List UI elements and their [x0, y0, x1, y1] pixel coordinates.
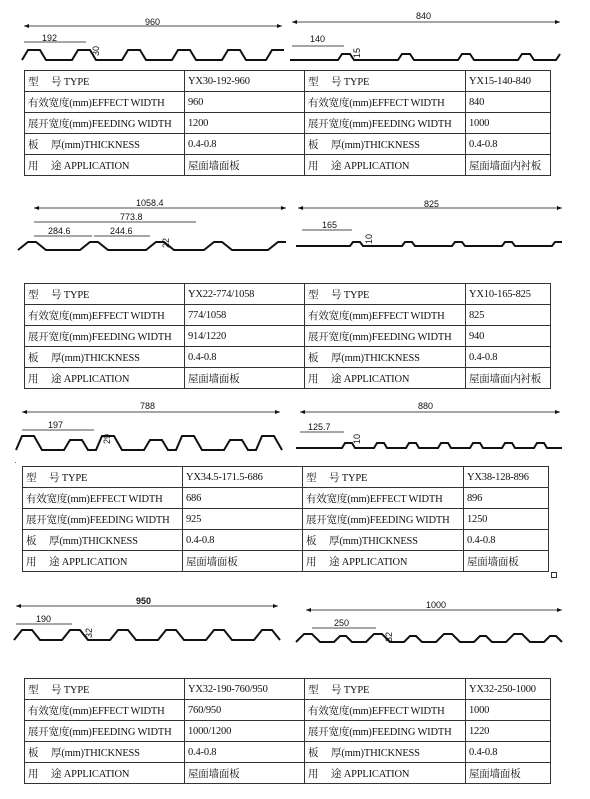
label-thickness: 板 厚(mm)THICKNESS	[305, 347, 466, 368]
label-type: 型 号 TYPE	[305, 284, 466, 305]
value-application: 屋面墙面内衬板	[466, 155, 551, 176]
value-feeding-width: 1220	[466, 721, 551, 742]
profile-shape	[296, 242, 562, 246]
profile-yx22-774-1058	[14, 198, 294, 258]
label-type: 型 号 TYPE	[25, 679, 185, 700]
value-thickness: 0.4-0.8	[464, 530, 549, 551]
stray-box	[551, 572, 557, 578]
value-thickness: 0.4-0.8	[185, 742, 305, 763]
label-feeding-width: 展开宽度(mm)FEEDING WIDTH	[305, 721, 466, 742]
dim-height: 15	[352, 47, 362, 58]
value-type: YX22-774/1058	[185, 284, 305, 305]
label-thickness: 板 厚(mm)THICKNESS	[25, 134, 185, 155]
value-feeding-width: 1250	[464, 509, 549, 530]
value-effect-width: 840	[466, 92, 551, 113]
label-effect-width: 有效宽度(mm)EFFECT WIDTH	[305, 305, 466, 326]
dim-height: 29	[102, 433, 112, 444]
label-effect-width: 有效宽度(mm)EFFECT WIDTH	[305, 92, 466, 113]
value-application: 屋面墙面板	[464, 551, 549, 572]
label-thickness: 板 厚(mm)THICKNESS	[25, 347, 185, 368]
value-feeding-width: 940	[466, 326, 551, 347]
value-thickness: 0.4-0.8	[185, 347, 305, 368]
label-type: 型 号 TYPE	[25, 71, 185, 92]
dim-pitch: 190	[36, 614, 52, 624]
dim-height: 30	[91, 45, 101, 56]
dim-height: 10	[364, 233, 374, 244]
dim-total-width: 840	[416, 11, 432, 21]
label-thickness: 板 厚(mm)THICKNESS	[305, 742, 466, 763]
profile-yx34-5-171-5-686	[14, 400, 290, 456]
dim-effect: 773.8	[120, 212, 143, 222]
dim-total-width: 788	[140, 401, 156, 411]
label-feeding-width: 展开宽度(mm)FEEDING WIDTH	[305, 326, 466, 347]
value-thickness: 0.4-0.8	[183, 530, 303, 551]
dim-total-width: 825	[424, 199, 440, 209]
label-type: 型 号 TYPE	[305, 71, 466, 92]
value-effect-width: 1000	[466, 700, 551, 721]
label-effect-width: 有效宽度(mm)EFFECT WIDTH	[23, 488, 183, 509]
value-effect-width: 960	[185, 92, 305, 113]
label-feeding-width: 展开宽度(mm)FEEDING WIDTH	[25, 721, 185, 742]
dim-total-width: 960	[145, 17, 161, 27]
label-application: 用 途 APPLICATION	[25, 763, 185, 784]
value-type: YX38-128-896	[464, 467, 549, 488]
value-feeding-width: 1000/1200	[185, 721, 305, 742]
dim-pitch-1: 284.6	[48, 226, 71, 236]
label-effect-width: 有效宽度(mm)EFFECT WIDTH	[305, 700, 466, 721]
profile-shape	[16, 433, 282, 450]
value-type: YX32-190-760/950	[185, 679, 305, 700]
dim-total-width: 880	[418, 401, 434, 411]
spec-table-1	[24, 70, 551, 176]
dim-pitch: 197	[48, 420, 64, 430]
value-thickness: 0.4-0.8	[466, 347, 551, 368]
profile-yx32-190-760-950	[12, 592, 288, 650]
label-application: 用 途 APPLICATION	[25, 368, 185, 389]
value-application: 屋面墙面板	[185, 763, 305, 784]
value-application: 屋面墙面板	[185, 368, 305, 389]
value-effect-width: 686	[183, 488, 303, 509]
profile-shape	[296, 443, 562, 448]
label-type: 型 号 TYPE	[25, 284, 185, 305]
value-type: YX34.5-171.5-686	[183, 467, 303, 488]
value-type: YX15-140-840	[466, 71, 551, 92]
value-effect-width: 760/950	[185, 700, 305, 721]
value-effect-width: 774/1058	[185, 305, 305, 326]
label-type: 型 号 TYPE	[23, 467, 183, 488]
value-effect-width: 825	[466, 305, 551, 326]
dim-pitch: 165	[322, 220, 338, 230]
profile-shape	[14, 627, 280, 640]
value-application: 屋面墙面板	[183, 551, 303, 572]
label-application: 用 途 APPLICATION	[305, 368, 466, 389]
value-type: YX30-192-960	[185, 71, 305, 92]
dim-pitch: 140	[310, 34, 326, 44]
label-type: 型 号 TYPE	[303, 467, 464, 488]
label-application: 用 途 APPLICATION	[305, 155, 466, 176]
value-application: 屋面墙面板	[185, 155, 305, 176]
dim-pitch: 250	[334, 618, 350, 628]
spec-table-3	[22, 466, 549, 572]
value-feeding-width: 1200	[185, 113, 305, 134]
dim-total-width: 1058.4	[136, 198, 164, 208]
dim-pitch: 192	[42, 33, 58, 43]
dim-height: 32	[84, 627, 94, 638]
label-effect-width: 有效宽度(mm)EFFECT WIDTH	[25, 92, 185, 113]
stray-mark: ·	[14, 458, 17, 467]
value-thickness: 0.4-0.8	[185, 134, 305, 155]
label-thickness: 板 厚(mm)THICKNESS	[23, 530, 183, 551]
dim-total-width: 950	[136, 596, 152, 606]
label-application: 用 途 APPLICATION	[303, 551, 464, 572]
profile-yx38-128-896	[294, 400, 570, 456]
label-feeding-width: 展开宽度(mm)FEEDING WIDTH	[303, 509, 464, 530]
label-application: 用 途 APPLICATION	[23, 551, 183, 572]
dim-total-width: 1000	[426, 600, 447, 610]
profile-shape	[296, 631, 562, 642]
label-feeding-width: 展开宽度(mm)FEEDING WIDTH	[25, 326, 185, 347]
label-feeding-width: 展开宽度(mm)FEEDING WIDTH	[305, 113, 466, 134]
label-thickness: 板 厚(mm)THICKNESS	[25, 742, 185, 763]
profile-yx32-250-1000	[292, 596, 572, 654]
profile-shape	[18, 242, 286, 250]
label-feeding-width: 展开宽度(mm)FEEDING WIDTH	[25, 113, 185, 134]
label-application: 用 途 APPLICATION	[25, 155, 185, 176]
label-effect-width: 有效宽度(mm)EFFECT WIDTH	[25, 700, 185, 721]
label-application: 用 途 APPLICATION	[305, 763, 466, 784]
value-feeding-width: 925	[183, 509, 303, 530]
profile-shape	[290, 54, 560, 60]
profile-yx30-192-960	[20, 16, 290, 68]
spec-table-2	[24, 283, 551, 389]
value-application: 屋面墙面内衬板	[466, 368, 551, 389]
label-feeding-width: 展开宽度(mm)FEEDING WIDTH	[23, 509, 183, 530]
profile-yx15-140-840	[288, 10, 568, 68]
label-effect-width: 有效宽度(mm)EFFECT WIDTH	[303, 488, 464, 509]
dim-height: 10	[352, 433, 362, 444]
value-application: 屋面墙面板	[466, 763, 551, 784]
dim-height: 32	[384, 631, 394, 642]
value-effect-width: 896	[464, 488, 549, 509]
dim-pitch-2: 244.6	[110, 226, 133, 236]
value-type: YX32-250-1000	[466, 679, 551, 700]
dim-pitch: 125.7	[308, 422, 331, 432]
value-thickness: 0.4-0.8	[466, 742, 551, 763]
value-thickness: 0.4-0.8	[466, 134, 551, 155]
value-feeding-width: 1000	[466, 113, 551, 134]
label-thickness: 板 厚(mm)THICKNESS	[305, 134, 466, 155]
spec-table-4	[24, 678, 551, 784]
label-effect-width: 有效宽度(mm)EFFECT WIDTH	[25, 305, 185, 326]
value-feeding-width: 914/1220	[185, 326, 305, 347]
profile-yx10-165-825	[294, 198, 570, 254]
dim-height: 22	[161, 237, 171, 248]
profile-shape	[22, 50, 284, 60]
label-thickness: 板 厚(mm)THICKNESS	[303, 530, 464, 551]
label-type: 型 号 TYPE	[305, 679, 466, 700]
value-type: YX10-165-825	[466, 284, 551, 305]
